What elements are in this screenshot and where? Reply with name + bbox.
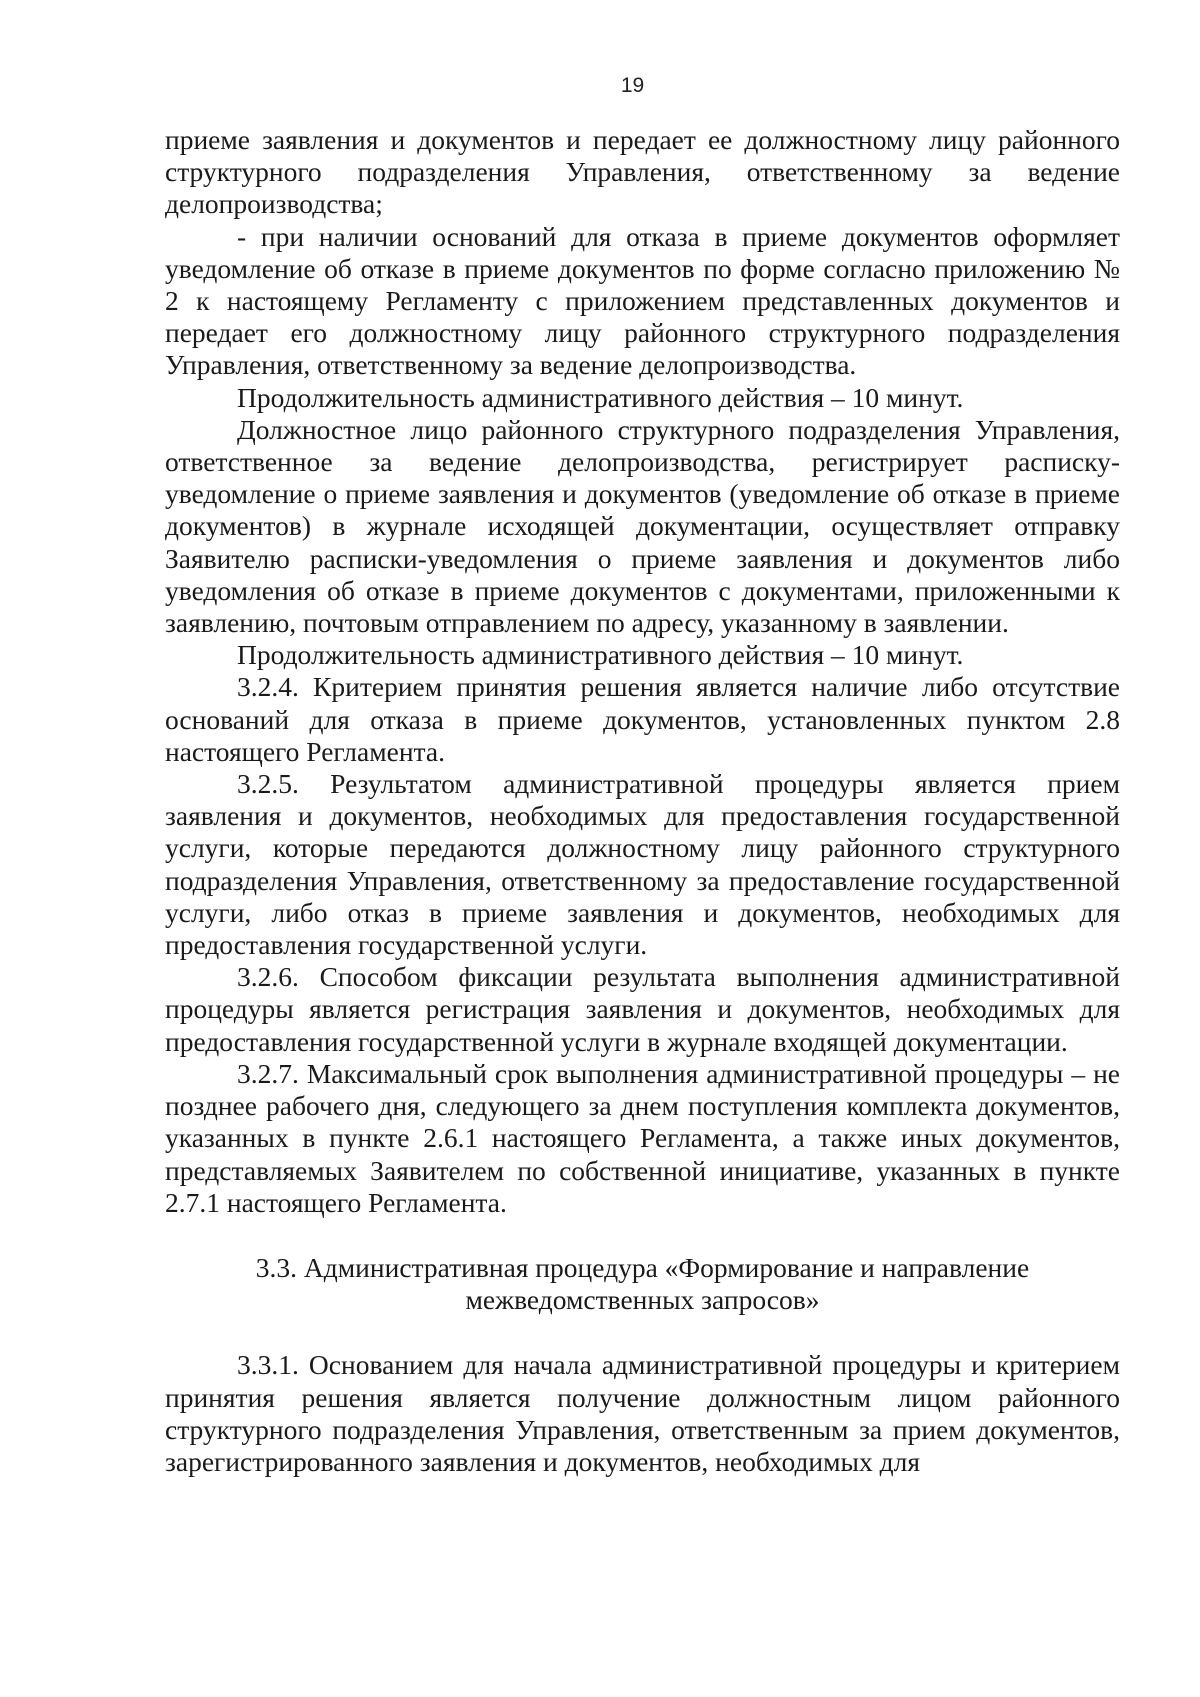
paragraph-3-2-4: 3.2.4. Критерием принятия решения является наличие либо отсутствие оснований для отказа в приеме документов, установленных пунктом 2.8 настоящего Регламента.: [165, 671, 1120, 767]
paragraph-duration-1: Продолжительность административного действия – 10 минут.: [237, 381, 964, 413]
paragraph-registration: Должностное лицо районного структурного подразделения Управления, ответственное за ведение делопроизводства, регистрирует расписку-уведомление о приеме заявления и документов (уведомление об отказе в приеме документов) в журнале исходящей документации, осуществляет отправку Заявителю расписки-уведомления о приеме заявления и документов либо уведомления об отказе в приеме документов с документами, приложенными к заявлению, почтовым отправлением по адресу, указанному в заявлении.: [165, 413, 1120, 639]
paragraph-3-3-1: 3.3.1. Основанием для начала административной процедуры и критерием принятия решения является получение должностным лицом районного структурного подразделения Управления, ответственным за прием документов, зарегистрированного заявления и документов, необходимых для: [165, 1349, 1120, 1477]
document-body: [165, 124, 1120, 1478]
paragraph-duration-2: Продолжительность административного действия – 10 минут.: [237, 639, 964, 671]
section-heading-line-2: межведомственных запросов»: [465, 1284, 820, 1316]
section-heading-line-1: 3.3. Административная процедура «Формирование и направление: [255, 1251, 1030, 1283]
paragraph-3-2-6: 3.2.6. Способом фиксации результата выполнения административной процедуры является регистрация заявления и документов, необходимых для предоставления государственной услуги в журнале входящей документации.: [165, 961, 1120, 1057]
page-number: 19: [620, 74, 645, 97]
paragraph-continuation: приеме заявления и документов и передает ее должностному лицу районного структурного подразделения Управления, ответственному за ведение делопроизводства;: [165, 124, 1120, 220]
section-heading-3-3: [165, 1252, 1120, 1316]
paragraph-3-2-5: 3.2.5. Результатом административной процедуры является прием заявления и документов, необходимых для предоставления государственной услуги, которые передаются должностному лицу районного структурного подразделения Управления, ответственному за предоставление государственной услуги, либо отказ в приеме заявления и документов, необходимых для предоставления государственной услуги.: [165, 768, 1120, 961]
paragraph-3-2-7: 3.2.7. Максимальный срок выполнения административной процедуры – не позднее рабочего дня, следующего за днем поступления комплекта документов, указанных в пункте 2.6.1 настоящего Регламента, а также иных документов, представляемых Заявителем по собственной инициативе, указанных в пункте 2.7.1 настоящего Регламента.: [165, 1057, 1120, 1218]
paragraph-refusal-notice: - при наличии оснований для отказа в приеме документов оформляет уведомление об отказе в приеме документов по форме согласно приложению № 2 к настоящему Регламенту с приложением представленных документов и передает его должностному лицу районного структурного подразделения Управления, ответственному за ведение делопроизводства.: [165, 220, 1120, 381]
